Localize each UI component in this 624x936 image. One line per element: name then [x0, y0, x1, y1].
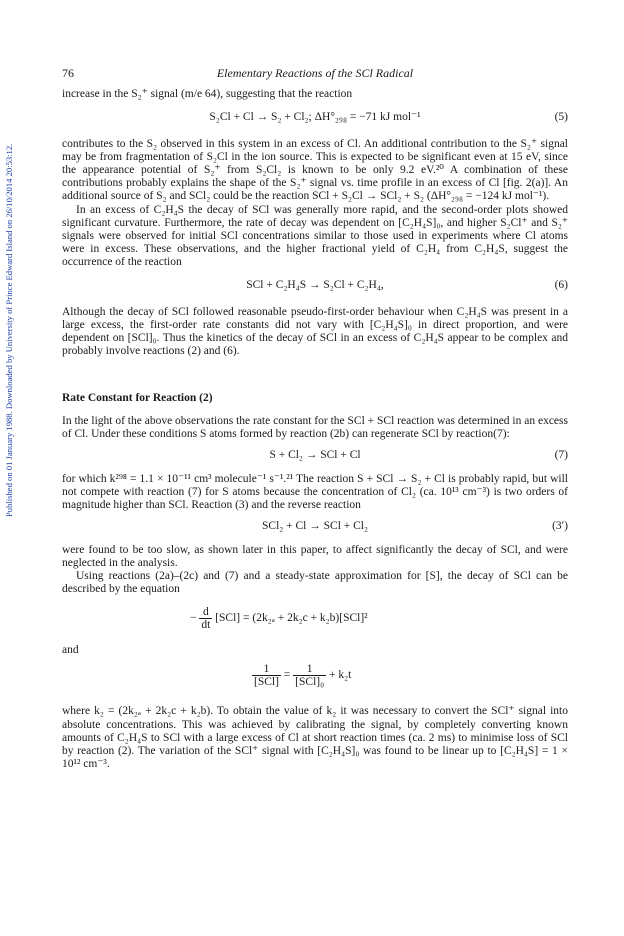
- numerator: 1: [252, 663, 281, 676]
- paragraph: In an excess of C₂H₄S the decay of SCl was generally more rapid, and the second-order plots showed significant curvature. Furthermore, the rate of decay was dependent on [C₂H₄S]₀, and higher S₂Cl⁺ and S₂⁺ signals were observed for initial SCl concentrations similar to those used in experiments where Cl atoms were in excess. These observations, and the higher fractional yield of C₂H₄ from C₂H₄S, suggest the occurrence of the reaction: [62, 203, 568, 268]
- rate-equation: [62, 604, 568, 634]
- denominator: dt: [201, 619, 211, 632]
- paragraph: In the light of the above observations the rate constant for the SCl + SCl reaction was determined in an excess of Cl. Under these conditions S atoms formed by reaction (2b) can regenerate SCl by reaction(7):: [62, 414, 568, 440]
- page-body: [62, 64, 568, 771]
- equation-tail: + k₂t: [328, 669, 352, 682]
- equation-text: SCl₂ + Cl → SCl + Cl₂: [262, 519, 368, 532]
- rate-equation-rhs: [SCl] = (2k₂ₐ + 2k₂c + k₂b)[SCl]²: [215, 612, 368, 625]
- lhs-fraction: [252, 663, 281, 688]
- equation-number: (5): [554, 111, 568, 124]
- paragraph: increase in the S₂⁺ signal (m/e 64), suggesting that the reaction: [62, 88, 353, 100]
- equation-number: (3′): [552, 519, 568, 532]
- paragraph: Using reactions (2a)–(2c) and (7) and a steady-state approximation for [S], the decay of SCl can be described by the equation: [62, 570, 568, 596]
- numerator: 1: [293, 663, 326, 676]
- equation-number: (7): [554, 448, 568, 461]
- denominator: [SCl]₀: [295, 676, 325, 689]
- equation-3-reverse: [62, 520, 568, 535]
- numerator: d: [199, 606, 212, 619]
- equation-text: S₂Cl + Cl → S₂ + Cl₂; ΔH°₂₉₈ = −71 kJ mol⁻¹: [209, 111, 421, 124]
- paragraph: contributes to the S₂ observed in this system in an excess of Cl. An additional contribution to the S₂⁺ signal may be from fragmentation of S₂Cl in the ion source. This is expected to be significant even at 15 eV, since the appearance potential of S₂⁺ from S₂Cl₂ is known to be only 9.2 eV.²⁰ A combination of these contributions probably explains the shape of the S₂⁺ signal vs. time profile in an excess of Cl [fig. 2(a)]. An additional source of S₂ and SCl₂ could be the reaction SCl + S₂Cl → SCl₂ + S₂ (ΔH°₂₉₈ = −124 kJ mol⁻¹).: [62, 138, 568, 203]
- paragraph: Although the decay of SCl followed reasonable pseudo-first-order behaviour when C₂H₄S was present in a large excess, the first-order rate constants did not vary with [C₂H₄S]₀ in direct proportion, and were dependent on [SCl]₀. Thus the kinetics of the decay of SCl in an excess of C₂H₄S appear to be complex and probably involve reactions (2) and (6).: [62, 306, 568, 358]
- rhs-fraction: [293, 663, 326, 688]
- rate-equation-body: [190, 606, 368, 631]
- paragraph: were found to be too slow, as shown later in this paper, to affect significantly the decay of SCl, and were neglected in the analysis.: [62, 543, 568, 570]
- paragraph: where k₂ = (2k₂ₐ + 2k₂c + k₂b). To obtain the value of k₂ it was necessary to convert the SCl⁺ signal into absolute concentrations. This was achieved by calibrating the signal, by completely converting known amounts of C₂H₄S to SCl with a large excess of Cl at short reaction times (ca. 2 ms) to minimise loss of SCl by reaction (2). The variation of the SCl⁺ signal with [C₂H₄S]₀ was found to be linear up to [C₂H₄S] = 1 × 10¹² cm⁻³.: [62, 705, 568, 770]
- denominator: [SCl]: [254, 676, 279, 689]
- connector-word: and: [62, 644, 79, 657]
- integrated-equation: [62, 663, 568, 697]
- derivative-fraction: [199, 606, 212, 631]
- equation-text: SCl + C₂H₄S → S₂Cl + C₂H₄,: [246, 279, 384, 292]
- equation-text: S + Cl₂ → SCl + Cl: [269, 448, 361, 461]
- running-title: Elementary Reactions of the SCl Radical: [216, 66, 414, 80]
- equals-sign: =: [283, 669, 294, 682]
- equation-7: [62, 449, 568, 464]
- integrated-equation-body: [252, 663, 351, 688]
- section-heading: Rate Constant for Reaction (2): [62, 392, 213, 405]
- equation-5: [62, 111, 568, 126]
- minus-sign: −: [190, 612, 197, 625]
- equation-6: [62, 279, 568, 294]
- page-header: [62, 64, 568, 88]
- download-watermark: Published on 01 January 1988. Downloaded by University of Prince Edward Island on 26/10/2014 20:53:12.: [4, 143, 14, 517]
- equation-number: (6): [554, 279, 568, 292]
- page-number: 76: [62, 66, 74, 80]
- paragraph: for which k²⁹⁸ = 1.1 × 10⁻¹¹ cm³ molecule⁻¹ s⁻¹.²¹ The reaction S + SCl → S₂ + Cl is probably rapid, but will not compete with reaction (7) for S atoms because the concentration of Cl₂ (ca. 10¹³ cm⁻³) is two orders of magnitude higher than SCl. Reaction (3) and the reverse reaction: [62, 472, 568, 511]
